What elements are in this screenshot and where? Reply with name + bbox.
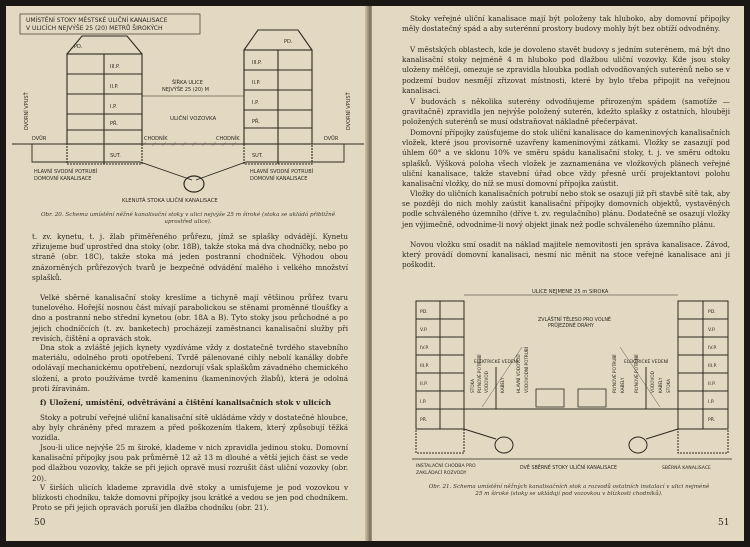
left-paragraph-3: Dna stok a zvláště jejich kynety vyzdíváme vždy z dostatečně tvrdého stavebního materiálu, odolného proti opotřebení. Tvrdě pálenované cihly nebolí kanálky dobře odolávají mechanickému opotřebení, nezdorují však splaškům závadného chemického složení, a proto používáme tvrdě kameninu (kameninových žlabů), která je odolná proti žíravinám. [32, 343, 348, 393]
fig20-courtyard-right: DVORNÍ VPUSŤ [346, 92, 352, 130]
figure-20-caption [20, 212, 356, 226]
fig20-sidewalk-left: CHODNÍK [144, 136, 168, 142]
fig21-pipes-right-1: PLYNOVÉ POTRUBÍ [634, 354, 639, 393]
figure-20-drawing [12, 12, 364, 210]
fig20-left-2p: II.P. [110, 84, 119, 90]
right-paragraph-5: Vložky do uličních kanalisačních potrubí nebo stok se osazují již při stavbě sítě tak, aby se později do nich mohly zaústit kanalisační přípojky domovních objektů, vystavěných podle schváleného územního (dříve t. zv. regulačního) plánu. Dodatečně se osazují vložky jen výjimečně, odvodníme-li nový objekt jinak než podle schváleného územního plánu. [402, 189, 730, 229]
fig20-street: ULIČNÍ VOZOVKA [170, 116, 217, 122]
fig20-right-pd: PD. [284, 39, 293, 45]
left-paragraph-4: Stoky a potrubí veřejné uliční kanalisační sítě ukládáme vždy v dostatečné hloubce, aby byly chráněny před mrazem a před poškozením tlakem, který způsobují těžká vozidla. [32, 413, 348, 443]
fig20-title-line1: UMÍSTĚNÍ STOKY MĚSTSKÉ ULIČNÍ KANALISACE [26, 17, 168, 24]
fig21-left-pd: PD. [420, 310, 428, 315]
fig21-right-5p: V.P. [708, 328, 716, 333]
fig21-pipes-left-2: PLYNOVÉ POTRUBÍ [477, 354, 482, 393]
fig20-left-1p: I.P. [110, 104, 117, 110]
fig20-courtyard-left: DVORNÍ VPUSŤ [24, 92, 30, 130]
fig21-right-4p: IV.P. [708, 346, 717, 351]
fig20-width-line2: NEJVÝŠE 25 (20) M [162, 87, 209, 93]
figure-21-caption-line1: Obr. 21. Schema umístění něžných kanalisačních stok a rozvodů ostatních instalací v ulici nejméně [428, 484, 710, 490]
figure-20-caption-line2: uprostřed ulice). [164, 219, 212, 225]
fig21-left-5p: V.P. [420, 328, 428, 333]
figure-20-caption-line1: Obr. 20. Schema umístění něžné kanalisační stoky v ulici nejvýše 25 m široké (stoka se ukládá přibližně [40, 212, 336, 218]
fig20-left-3p: III.P. [110, 64, 120, 70]
fig21-pipes-right-2: VODOVOD [650, 371, 655, 393]
fig20-pipes-right-1: HLAVNÍ SVODNÍ POTRUBÍ [250, 169, 314, 175]
fig21-bottom-left-1: INSTALAČNÍ CHODBA PRO [416, 464, 476, 469]
fig21-pipes-left-4: KABELY [500, 377, 505, 393]
fig20-right-pr: PŘ. [252, 119, 260, 125]
fig21-bottom-right: SBĚRNÁ KANALISACE [662, 466, 711, 471]
left-paragraph-6: V širších ulicích klademe zpravidla dvě stoky a umisťujeme je pod vozovkou v blízkosti chodníku, takže domovní přípojky jsou krátké a vedou se jen pod chodníkem. Proto se při jejich opravách poruší jen dlažba chodníku (obr. 21). [32, 483, 348, 513]
fig20-pipes-right-2: DOMOVNÍ KANALISACE [250, 176, 308, 182]
fig21-pole-right: ELEKTRICKÉ VEDENÍ [624, 360, 669, 365]
fig21-right-pd: PD. [708, 310, 716, 315]
fig21-pipes-left-1: STOKA [470, 378, 475, 393]
right-paragraph-1: Stoky veřejné uliční kanalisace mají být položeny tak hluboko, aby domovní přípojky měly dostatečný spád a aby suterénní prostory budovy mohly být bez obtíží odvodněny. [402, 14, 730, 34]
left-paragraph-2: Velké sběrné kanalisační stoky kreslíme a tichyně mají většinou průřez tvaru tunelového. Hořejší nosnou část mívají parabolickou se stěnami proměnné tloušťky a dno a postranní nebo střední kynetou (obr. 18A a B). Tyto stoky jsou průchodné a po jejich chodníčcích (t. zv. banketech) procházejí zaměstnanci kanalisační služby při revisích, čištění a opravách stok. [32, 293, 348, 343]
fig21-right-2p: II.P. [708, 382, 716, 387]
figure-21 [412, 289, 732, 481]
fig21-middle-1: ZVLÁŠTNÍ TĚLESO PRO VOLNÉ [538, 318, 611, 323]
right-page-number: 51 [718, 518, 730, 528]
left-page [6, 6, 368, 541]
fig21-top: ULICE NEJMÉNĚ 25 m ŠIROKÁ [532, 289, 609, 295]
fig21-left-1p: I.P. [420, 400, 427, 405]
fig20-right-3p: III.P. [252, 60, 262, 66]
fig20-pipes-left-1: HLAVNÍ SVODNÍ POTRUBÍ [34, 169, 98, 175]
fig21-left-4p: IV.P. [420, 346, 429, 351]
fig21-left-pr: PŘ. [420, 418, 428, 423]
fig20-yard-right: DVŮR [324, 136, 339, 142]
fig21-right-3p: III.P. [708, 364, 718, 369]
right-page [372, 6, 744, 541]
fig21-left-2p: II.P. [420, 382, 428, 387]
fig21-bottom-left-2: ZAKLÁDACÍ ROZVODY [416, 471, 467, 476]
fig20-right-1p: I.P. [252, 100, 259, 106]
fig20-sidewalk-right: CHODNÍK [216, 136, 240, 142]
fig20-right-2p: II.P. [252, 80, 261, 86]
fig20-sewer: KLENUTÁ STOKA ULIČNÍ KANALISACE [122, 198, 218, 204]
fig21-bottom-mid: DVĚ SBĚRNÉ STOKY ULIČNÍ KANALISACE [520, 466, 617, 471]
fig20-yard-left: DVŮR [32, 136, 47, 142]
fig20-left-sut: SUT. [110, 153, 121, 159]
fig20-pipes-left-2: DOMOVNÍ KANALISACE [34, 176, 92, 182]
fig21-pipes-left-3: VODOVOD [484, 371, 489, 393]
fig21-pole-left: ELEKTRICKÉ VEDENÍ [474, 360, 519, 365]
fig21-pipes-right-4: STOKA [666, 378, 671, 393]
figure-21-caption [406, 484, 732, 498]
left-paragraph-5: Jsou-li ulice nejvýše 25 m široké, klademe v nich zpravidla jedinou stoku. Domovní kanalisační přípojky jsou pak průměrně 12 až 13 m dlouhé a větší jejich část se vede pod dlažbou vozovky, takže se při jejich opravě musí rozrušit část uliční vozovky (obr. 20). [32, 443, 348, 483]
fig21-pipes-mid-1: HLAVNÍ VODOVOD [516, 354, 521, 393]
fig21-right-1p: I.P. [708, 400, 715, 405]
fig20-left-pd: PD. [74, 44, 83, 50]
section-heading: f) Uložení, umístění, odvětrávání a čištění kanalisačních stok v ulicích [40, 398, 331, 407]
right-paragraph-2: V městských oblastech, kde je dovoleno stavět budovy s jedním suterénem, má být dno kanalisační stoky nejméně 4 m hluboko pod dlažbou uliční vozovky. Kde jsou stoky uloženy mělčeji, omezuje se zpravidla hloubka podlah odvodňovaných suterénů nebo se v podzemí budov nesmějí zřizovat místnosti, které by bylo třeba připojit na veřejnou kanalisaci. [402, 45, 730, 95]
fig20-left-pr: PŘ. [110, 121, 118, 127]
right-paragraph-3: V budovách s několika suterény odvodňujeme přirozeným spádem (samotíže — gravitačně) zpravidla jen nejvýše položený suterén, kdežto splašky z ostatních, hlouběji položených suterénů se musí odstraňovat nákladně přečerpávat. [402, 97, 730, 127]
left-paragraph-1: t. zv. kynetu, t. j. žlab přiměřeného průřezu, jímž se splašky odvádějí. Kynetu zřizujeme buď uprostřed dna stoky (obr. 18B), takže stoka má dva chodníčky, nebo po straně (obr. 18C), takže stoka má jeden postranní chodníček. Výhodou obou znázorněných průřezových tvarů je bezpečné odvádění malého i velkého množství splašků. [32, 232, 348, 282]
fig21-pipes-right-3: KABELY [658, 377, 663, 393]
figure-21-drawing [412, 289, 732, 481]
figure-21-caption-line2: 25 m široké (stoky se ukládají pod vozovkou v blízkosti chodníků). [475, 491, 663, 497]
figure-20 [12, 12, 364, 210]
fig20-width-line1: ŠÍŘKA ULICE [172, 80, 203, 86]
right-paragraph-4: Domovní přípojky zaúsťujeme do stok uliční kanalisace do kameninových kanalisačních vložek, které jsou provisorně uzavřeny kameninovými zátkami. Vložky se zasazují pod úhlem 60° a ve sklonu 10% ve směru spádu kanalisační stoky, t. j. ve směru odtoku splašků. Výšková poloha všech vložek je zaznamenána ve vložkových plánech veřejné uliční kanalisace, takže stavební úřad obce vždy přesně určí projektantovi polohu kanalisační vložky, do níž se musí domovní přípojka zaústit. [402, 128, 730, 189]
left-page-number: 50 [34, 518, 46, 528]
fig21-pipes-mid-4: KABELY [620, 377, 625, 393]
right-paragraph-6: Novou vložku smí osadit na náklad majitele nemovitosti jen správa kanalisace. Závod, který provádí domovní kanalisaci, nesmí nic měnit na stoce veřejné kanalisace ani ji poškodit. [402, 240, 730, 270]
fig21-middle-2: PRŮJEZDNÉ DRÁHY [548, 324, 594, 329]
fig21-pipes-mid-2: VODOVODNÍ POTRUBÍ [524, 346, 529, 393]
fig20-right-sut: SUT. [252, 153, 263, 159]
fig20-title-line2: V ULICÍCH NEJVÝŠE 25 (20) METRŮ ŠIROKÝCH [26, 25, 163, 32]
fig21-pipes-mid-3: PLYNOVÉ POTRUBÍ [612, 354, 617, 393]
fig21-right-pr: PŘ. [708, 418, 716, 423]
fig21-left-3p: III.P. [420, 364, 430, 369]
